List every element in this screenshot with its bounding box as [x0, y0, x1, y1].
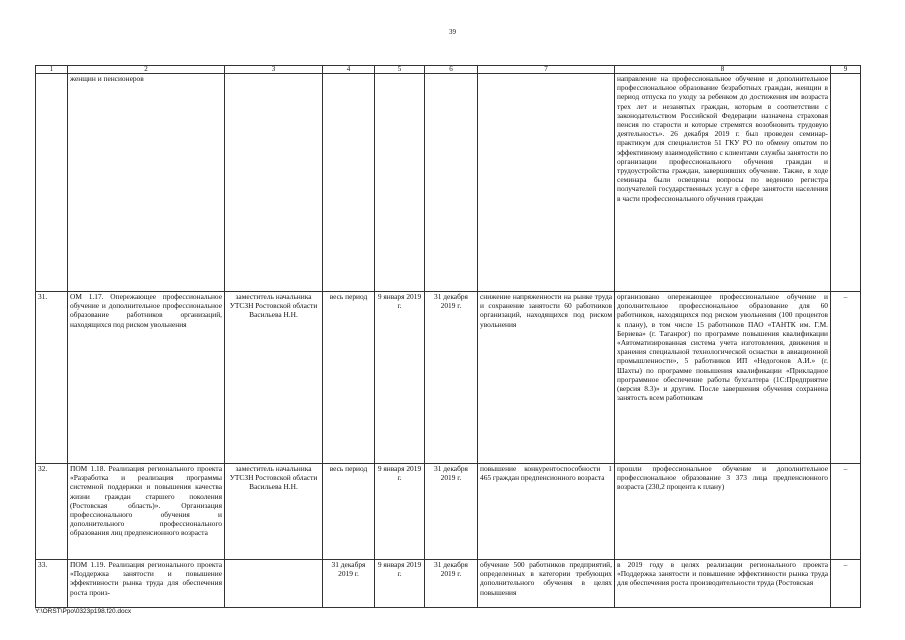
event-name	[68, 560, 225, 608]
expected-result	[478, 560, 615, 608]
actual-result: организовано опережающее профессиональное обучение и дополнительное профессиональное образование для 60 работников, находящихся под риском увольнения (100 процентов к плану), в том числе 15 работников ПАО «ТАНТК им. Г.М. Бериева» (г. Таганрог) по программе повышения квалификации «Автоматизированная система учета изготовления, движения и хранения специальной технологической оснастки в авиационной промышленности», 5 работников ИП «Недогонов А.И.» (г. Шахты) по программе повышения квалификации «Прикладное программное обеспечение работы бухгалтера (1С:Предприятие (версия 8.3)» и другим. После завершения обучения сохранена занятость всем работникам	[615, 292, 831, 464]
actual-result: направление на профессиональное обучение и дополнительное профессиональное образование безработных граждан, женщин в период отпуска по уходу за ребенком до достижения им возраста трех лет и незанятых граждан, которым в соответствии с законодательством Российской Федерации назначена страховая пенсия по старости и которые стремятся возобновить трудовую деятельность». 26 декабря 2019 г. был проведен семинар-практикум для специалистов 51 ГКУ РО по обмену опытом по эффективному взаимодействию с клиентами службы занятости по организации профессионального обучения граждан и трудоустройства граждан, завершивших обучение. Также, в ходе семинара были освещены вопросы по ведению регистра получателей государственных услуг в сфере занятости населения в части профессионального обучения граждан	[615, 74, 831, 292]
start-date: 9 января 2019 г.	[375, 464, 425, 560]
col-header-9: 9	[831, 66, 861, 74]
col-header-8: 8	[615, 66, 831, 74]
responsible-person: заместитель начальника УТСЗН Ростовской области Васильева Н.Н.	[225, 292, 323, 464]
notes: –	[831, 464, 861, 560]
col-header-2: 2	[68, 66, 225, 74]
start-date	[375, 74, 425, 292]
row-number	[36, 74, 68, 292]
notes	[831, 74, 861, 292]
page-number: 39	[449, 28, 456, 36]
planned-period: 31 декабря 2019 г.	[323, 560, 375, 608]
expected-result: снижение напряженности на рынке труда и сохранение занятости 60 работников организаций, находящихся под риском увольнения	[478, 292, 615, 464]
report-table	[35, 65, 861, 608]
table-row-33	[36, 560, 861, 608]
expected-result: повышение конкурентоспособности 1 465 граждан предпенсионного возраста	[478, 464, 615, 560]
responsible-person	[225, 74, 323, 292]
table-row-continued	[36, 74, 861, 292]
row-number: 31.	[36, 292, 68, 464]
expected-result-text: обучение 500 работников предприятий, определенных в категории требующих дополнительного обучения в целях повышения	[480, 560, 612, 597]
end-date: 31 декабря 2019 г.	[425, 560, 478, 608]
row-number: 32.	[36, 464, 68, 560]
event-name: ПОМ 1.18. Реализация регионального проекта «Разработка и реализация программы системной поддержки и повышения качества жизни граждан старшего поколения (Ростовская область)». Организация профессионального обучения и дополнительного профессионального образования лиц предпенсионного возраста	[68, 464, 225, 560]
responsible-person: заместитель начальника УТСЗН Ростовской области Васильева Н.Н.	[225, 464, 323, 560]
file-path-footer: Y:\ORST\Ppo\0323p198.f20.docx	[35, 608, 132, 615]
table-row-31	[36, 292, 861, 464]
col-header-7: 7	[478, 66, 615, 74]
col-header-5: 5	[375, 66, 425, 74]
start-date: 9 января 2019 г.	[375, 292, 425, 464]
expected-result	[478, 74, 615, 292]
col-header-4: 4	[323, 66, 375, 74]
notes: –	[831, 560, 861, 608]
row-number: 33.	[36, 560, 68, 608]
end-date: 31 декабря 2019 г.	[425, 464, 478, 560]
start-date: 9 января 2019 г.	[375, 560, 425, 608]
event-name: женщин и пенсионеров	[68, 74, 225, 292]
end-date	[425, 74, 478, 292]
notes: –	[831, 292, 861, 464]
planned-period	[323, 74, 375, 292]
actual-result	[615, 560, 831, 608]
column-number-row	[36, 66, 861, 74]
responsible-person	[225, 560, 323, 608]
col-header-3: 3	[225, 66, 323, 74]
planned-period: весь период	[323, 464, 375, 560]
actual-result: прошли профессиональное обучение и дополнительное профессиональное образование 3 373 лица предпенсионного возраста (230,2 процента к плану)	[615, 464, 831, 560]
event-name-text: ПОМ 1.19. Реализация регионального проекта «Поддержка занятости и повышение эффективности рынка труда для обеспечения роста произ-	[70, 560, 222, 597]
planned-period: весь период	[323, 292, 375, 464]
actual-result-text: в 2019 году в целях реализации регионального проекта «Поддержка занятости и повышение эффективности рынка труда для обеспечения роста производительности труда (Ростовская	[617, 560, 828, 588]
table-row-32	[36, 464, 861, 560]
col-header-6: 6	[425, 66, 478, 74]
col-header-1: 1	[36, 66, 68, 74]
event-name: ОМ 1.17. Опережающее профессиональное обучение и дополнительное профессиональное образование работников организаций, находящихся под риском увольнения	[68, 292, 225, 464]
end-date: 31 декабря 2019 г.	[425, 292, 478, 464]
